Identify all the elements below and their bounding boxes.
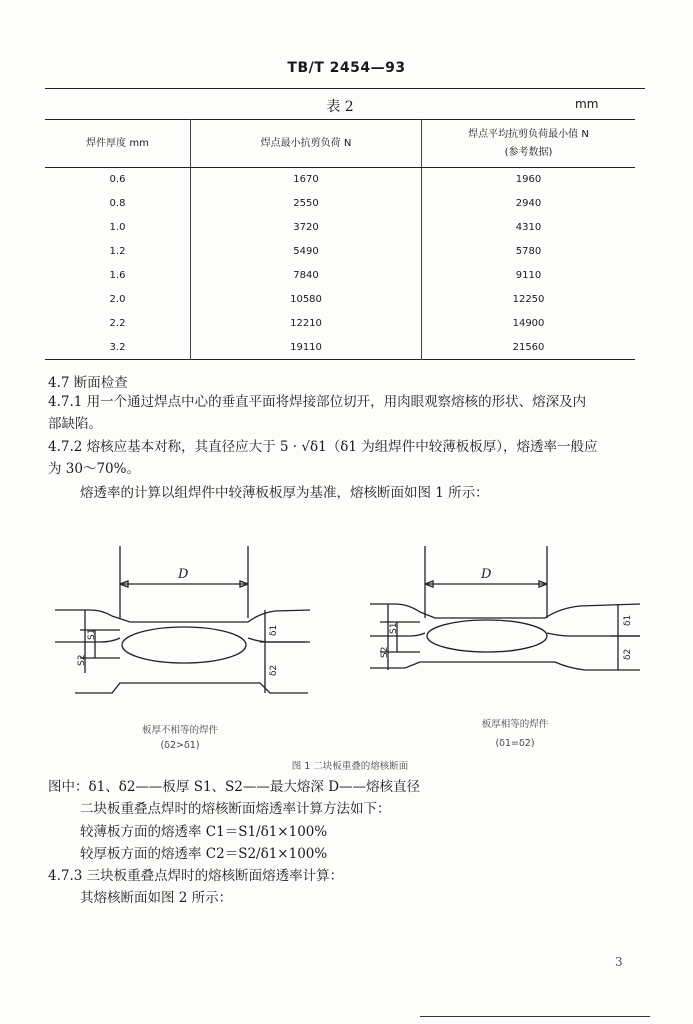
cell-avg-load: 21560 bbox=[422, 336, 636, 360]
section-4-7-title: 4.7 断面检查 bbox=[48, 375, 128, 391]
legend-line: 图中：δ1、δ2——板厚 S1、S2——最大熔深 D——熔核直径 bbox=[48, 779, 421, 795]
cell-min-load: 19110 bbox=[191, 336, 422, 360]
label-d1-right: δ1 bbox=[623, 614, 633, 626]
cell-thickness: 1.2 bbox=[109, 246, 126, 257]
table-row bbox=[45, 264, 635, 288]
footer-rule bbox=[420, 1016, 650, 1017]
cell-avg-load: 5780 bbox=[422, 240, 636, 264]
label-d2-left: δ2 bbox=[269, 664, 279, 676]
section-4-7-2-line1: 4.7.2 熔核应基本对称，其直径应大于 5 · √δ1（δ1 为组焊件中较薄板板厚），熔透率一般应 bbox=[48, 439, 598, 455]
cell-min-load: 3720 bbox=[191, 216, 422, 240]
table-row bbox=[45, 216, 635, 240]
section-4-7-3-text: 其熔核断面如图 2 所示： bbox=[80, 890, 233, 906]
col-header-min-load: 焊点最小抗剪负荷 N bbox=[191, 120, 422, 168]
standard-code-header: TB/T 2454—93 bbox=[287, 60, 406, 76]
cell-min-load: 12210 bbox=[191, 312, 422, 336]
formula-c1: 较薄板方面的熔透率 C1＝S1/δ1×100% bbox=[80, 824, 328, 840]
cell-avg-load: 14900 bbox=[422, 312, 636, 336]
weld-cross-section-figure bbox=[40, 538, 650, 698]
formula-c2: 较厚板方面的熔透率 C2＝S2/δ1×100% bbox=[80, 846, 328, 862]
label-S2-right: S2 bbox=[380, 646, 390, 658]
figure-title: 图 1 二块板重叠的熔核断面 bbox=[291, 761, 409, 772]
legend-intro: 二块板重叠点焊时的熔核断面熔透率计算方法如下： bbox=[80, 801, 391, 817]
cell-min-load: 10580 bbox=[191, 288, 422, 312]
section-4-7-1-line1: 4.7.1 用一个通过焊点中心的垂直平面将焊接部位切开，用肉眼观察熔核的形状、熔深及内 bbox=[48, 394, 587, 410]
label-S2-left: S2 bbox=[77, 654, 87, 666]
section-4-7-1-line2: 部缺陷。 bbox=[48, 416, 102, 432]
cell-thickness: 3.2 bbox=[109, 341, 126, 353]
label-D-left: D bbox=[178, 567, 189, 582]
section-4-7-2-line3: 熔透率的计算以组焊件中较薄板板厚为基准，熔核断面如图 1 所示： bbox=[80, 485, 489, 501]
col-header-thickness: 焊件厚度 mm bbox=[45, 120, 191, 168]
shear-load-table bbox=[45, 119, 635, 360]
cell-avg-load: 4310 bbox=[422, 216, 636, 240]
cell-thickness: 2.2 bbox=[109, 318, 126, 329]
col-header-avg-load bbox=[422, 120, 636, 168]
cell-avg-load: 1960 bbox=[422, 168, 636, 192]
cell-min-load: 7840 bbox=[191, 264, 422, 288]
left-figure-caption-2: (δ2>δ1) bbox=[160, 740, 200, 751]
cell-avg-load: 2940 bbox=[422, 192, 636, 216]
table-row bbox=[45, 288, 635, 312]
cell-min-load: 1670 bbox=[191, 168, 422, 192]
equal-thickness-diagram bbox=[370, 546, 640, 670]
cell-thickness: 0.6 bbox=[109, 174, 126, 186]
table-row bbox=[45, 168, 635, 192]
cell-thickness: 0.8 bbox=[109, 198, 126, 209]
table-row bbox=[45, 192, 635, 216]
table-unit: mm bbox=[575, 97, 599, 111]
right-figure-caption-2: (δ1=δ2) bbox=[495, 738, 535, 749]
col-header-avg-load-line1: 焊点平均抗剪负荷最小值 N bbox=[468, 128, 589, 140]
label-S1-left: S1 bbox=[87, 628, 97, 640]
col-header-avg-load-line2: (参考数据) bbox=[504, 146, 553, 158]
left-figure-caption-1: 板厚不相等的焊件 bbox=[141, 725, 218, 736]
cell-thickness: 1.0 bbox=[109, 222, 126, 233]
cell-thickness: 2.0 bbox=[109, 294, 126, 305]
table-row bbox=[45, 336, 635, 360]
label-d1-left: δ1 bbox=[269, 624, 279, 636]
label-S1-right: S1 bbox=[389, 622, 399, 634]
table-row bbox=[45, 312, 635, 336]
right-figure-caption-1: 板厚相等的焊件 bbox=[481, 719, 549, 730]
label-d2-right: δ2 bbox=[623, 648, 633, 660]
header-rule bbox=[45, 88, 645, 89]
section-4-7-3-title: 4.7.3 三块板重叠点焊时的熔核断面熔透率计算： bbox=[48, 868, 344, 884]
label-D-right: D bbox=[481, 567, 492, 582]
cell-avg-load: 9110 bbox=[422, 264, 636, 288]
section-4-7-2-line2: 为 30～70%。 bbox=[48, 461, 140, 477]
cell-min-load: 2550 bbox=[191, 192, 422, 216]
cell-min-load: 5490 bbox=[191, 240, 422, 264]
table-caption: 表 2 bbox=[326, 99, 354, 115]
cell-thickness: 1.6 bbox=[109, 270, 126, 281]
page-number: 3 bbox=[615, 955, 623, 969]
cell-avg-load: 12250 bbox=[422, 288, 636, 312]
table-row bbox=[45, 240, 635, 264]
